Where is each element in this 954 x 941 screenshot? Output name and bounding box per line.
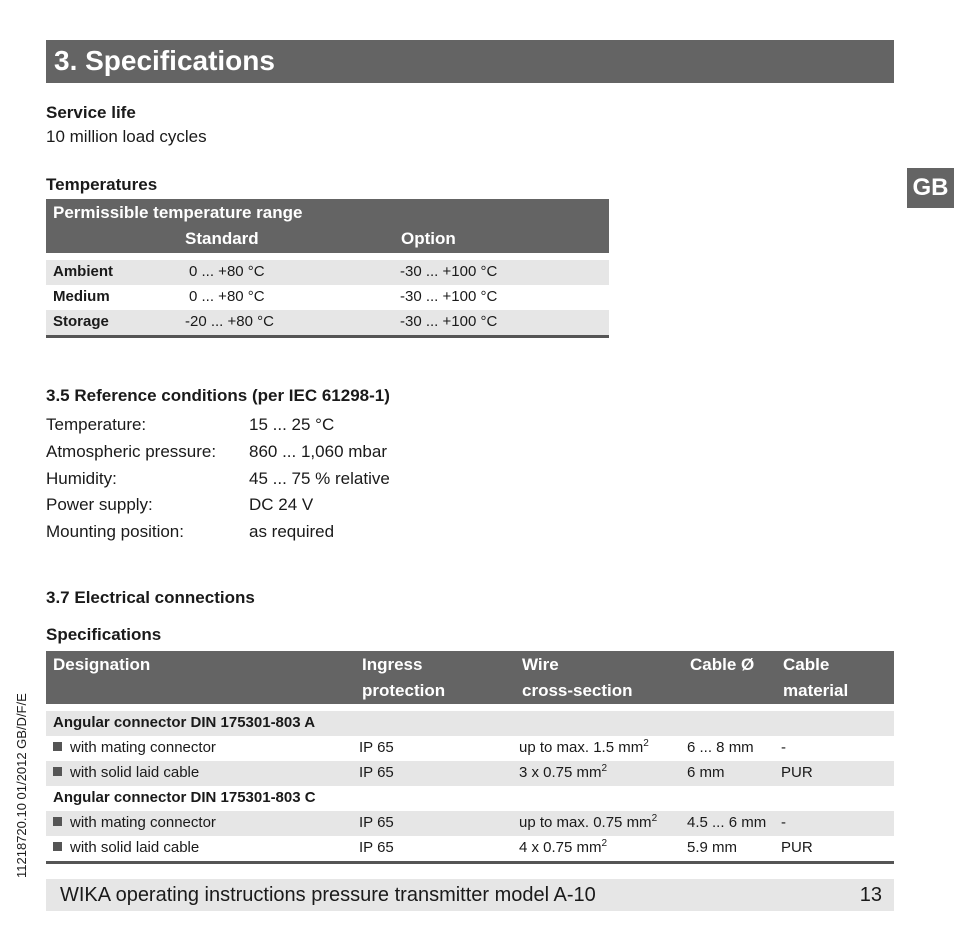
material-cell: - [781,814,786,831]
col-wire-line2: cross-section [522,681,633,700]
table-row [46,260,609,285]
ref-label: Temperature: [46,415,147,434]
reference-heading: 3.5 Reference conditions (per IEC 61298-1) [46,386,390,405]
ref-value: 15 ... 25 °C [249,415,335,434]
group-row [46,711,894,736]
section-title-bar [46,40,894,83]
col-ingress-line2: protection [362,681,446,700]
temperature-table-header [46,199,609,253]
col-material [783,652,848,704]
col-standard: Standard [185,229,259,248]
col-ingress [362,652,445,704]
electrical-table-header [46,651,894,704]
row-label: Storage [53,313,109,330]
material-cell: PUR [781,764,813,781]
material-cell: - [781,739,786,756]
wire-cell: 3 x 0.75 $mm^2$ [519,763,608,781]
temperature-table [46,199,609,330]
wire-cell: up to max. 1.5 $mm^2$ [519,738,649,756]
electrical-heading: 3.7 Electrical connections [46,588,255,607]
group-name: Angular connector DIN 175301-803 C [53,789,316,806]
footer-text: WIKA operating instructions pressure transmitter model A-10 [60,884,596,906]
table-row [46,761,894,786]
service-life-heading: Service life [46,103,136,122]
ref-value: 860 ... 1,060 mbar [249,442,387,461]
bullet-square-icon [53,817,62,826]
col-wire-line1: Wire [522,655,559,674]
row-label: Ambient [53,263,113,280]
cable-cell: 5.9 mm [687,839,738,856]
temperature-table-title: Permissible temperature range [53,203,303,222]
service-life-text: 10 million load cycles [46,127,207,146]
ip-cell: IP 65 [359,764,394,781]
table-row [46,836,894,864]
specifications-subheading: Specifications [46,625,162,644]
designation-cell: with mating connector [53,739,216,756]
col-wire [522,652,633,704]
ref-label: Mounting position: [46,522,184,541]
material-cell: PUR [781,839,813,856]
row-standard: 0 ... +80 °C [189,288,265,305]
col-designation: Designation [53,655,151,674]
row-option: -30 ... +100 °C [400,313,498,330]
document-code: 11218720.10 01/2012 GB/D/F/E [14,693,29,878]
ref-label: Humidity: [46,469,117,488]
wire-cell: up to max. 0.75 $mm^2$ [519,813,658,831]
bullet-square-icon [53,767,62,776]
designation-cell: with solid laid cable [53,764,199,781]
ip-cell: IP 65 [359,814,394,831]
ref-label: Atmospheric pressure: [46,442,217,461]
cable-cell: 4.5 ... 6 mm [687,814,767,831]
ip-cell: IP 65 [359,839,394,856]
wire-cell: 4 x 0.75 $mm^2$ [519,838,608,856]
ref-value: 45 ... 75 % relative [249,469,390,488]
table-row [46,285,609,310]
temperatures-heading: Temperatures [46,175,158,194]
footer-bar [46,879,894,911]
row-option: -30 ... +100 °C [400,263,498,280]
designation-cell: with mating connector [53,814,216,831]
cable-cell: 6 ... 8 mm [687,739,754,756]
ref-value: as required [249,522,335,541]
bullet-square-icon [53,842,62,851]
ref-label: Power supply: [46,495,153,514]
ip-cell: IP 65 [359,739,394,756]
col-ingress-line1: Ingress [362,655,423,674]
row-standard: -20 ... +80 °C [185,313,274,330]
language-tab: GB [907,168,954,208]
table-row [46,310,609,338]
col-option: Option [401,229,456,248]
col-material-line1: Cable [783,655,830,674]
table-row [46,811,894,836]
row-option: -30 ... +100 °C [400,288,498,305]
col-material-line2: material [783,681,849,700]
group-row [46,786,894,811]
row-standard: 0 ... +80 °C [189,263,265,280]
table-row [46,736,894,761]
page-title: 3. Specifications [54,45,275,76]
group-name: Angular connector DIN 175301-803 A [53,714,316,731]
col-cable-diameter: Cable Ø [690,655,755,674]
page-number: 13 [859,884,882,906]
row-label: Medium [53,288,110,305]
bullet-square-icon [53,742,62,751]
ref-value: DC 24 V [249,495,314,514]
designation-cell: with solid laid cable [53,839,199,856]
cable-cell: 6 mm [687,764,725,781]
